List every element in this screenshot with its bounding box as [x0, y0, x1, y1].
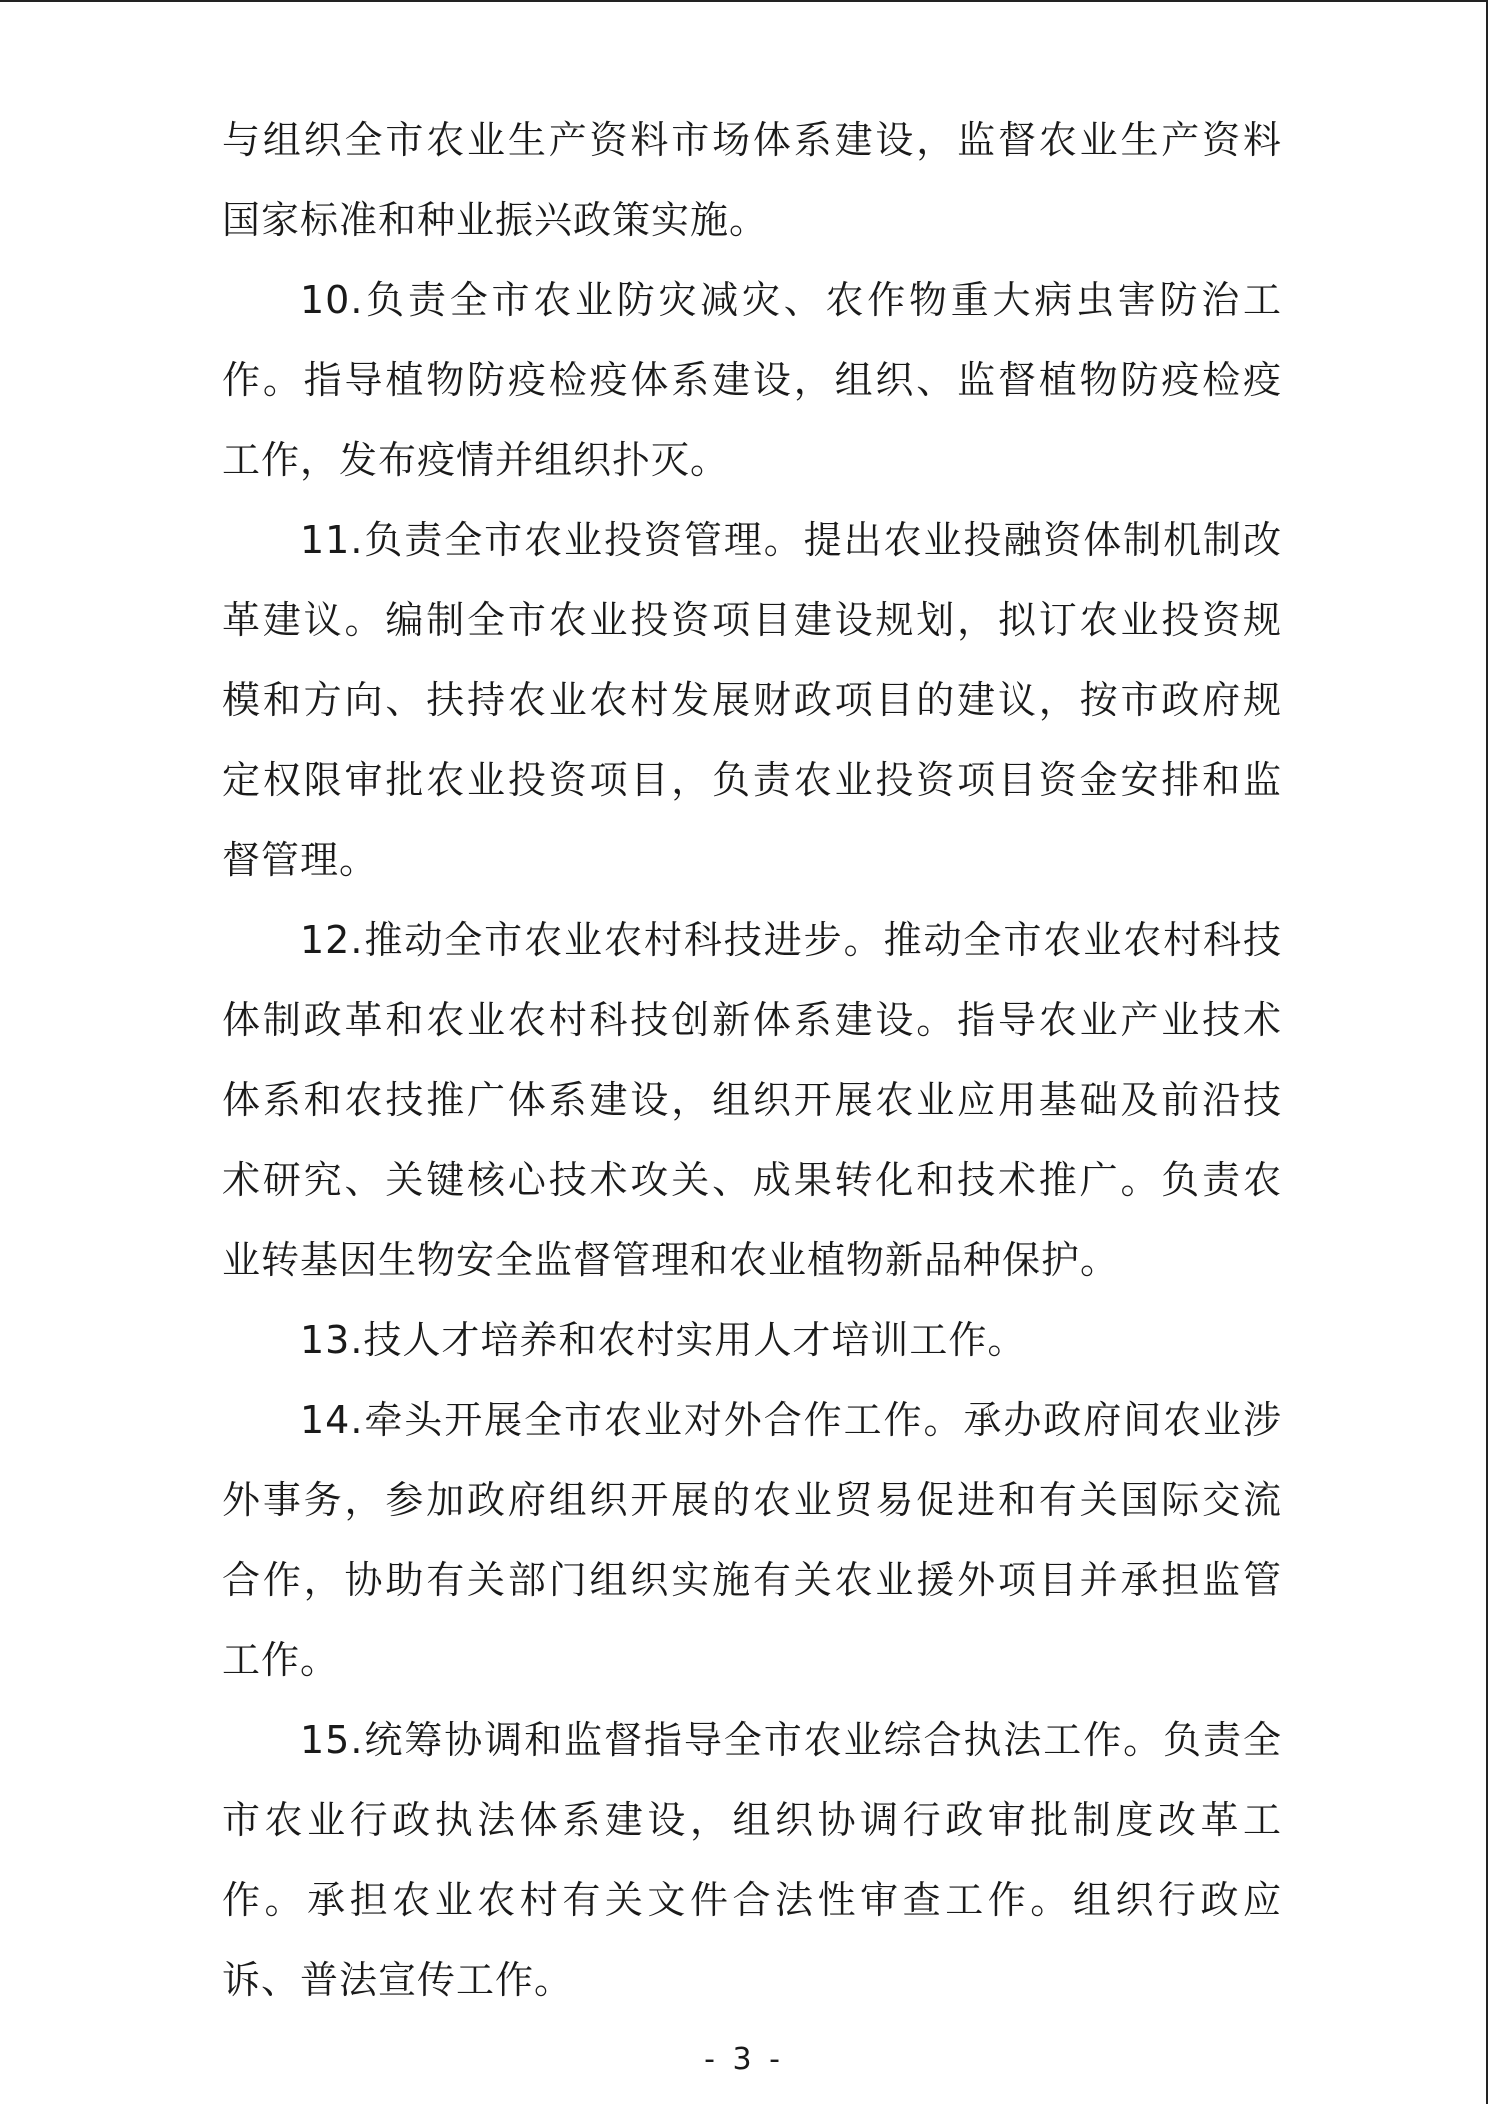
item-10-line: 10.负责全市农业防灾减灾、农作物重大病虫害防治工 [300, 278, 1282, 322]
text-line: 工作，发布疫情并组织扑灭。 [222, 438, 730, 482]
text-line: 国家标准和种业振兴政策实施。 [222, 198, 769, 242]
item-11-line: 11.负责全市农业投资管理。提出农业投融资体制机制改 [300, 518, 1282, 562]
text-line: 模和方向、扶持农业农村发展财政项目的建议，按市政府规 [222, 678, 1282, 722]
text-line: 诉、普法宣传工作。 [222, 1958, 574, 2002]
item-12-line: 12.推动全市农业农村科技进步。推动全市农业农村科技 [300, 918, 1282, 962]
text-line: 作。指导植物防疫检疫体系建设，组织、监督植物防疫检疫 [222, 358, 1282, 402]
page-number: - 3 - [704, 2042, 784, 2077]
text-line: 市农业行政执法体系建设，组织协调行政审批制度改革工 [222, 1798, 1282, 1842]
text-line: 督管理。 [222, 838, 379, 882]
text-line: 业转基因生物安全监督管理和农业植物新品种保护。 [222, 1238, 1120, 1282]
text-line: 革建议。编制全市农业投资项目建设规划，拟订农业投资规 [222, 598, 1282, 642]
text-line: 体系和农技推广体系建设，组织开展农业应用基础及前沿技 [222, 1078, 1282, 1122]
text-line: 合作，协助有关部门组织实施有关农业援外项目并承担监管 [222, 1558, 1282, 1602]
item-15-line: 15.统筹协调和监督指导全市农业综合执法工作。负责全 [300, 1718, 1282, 1762]
text-line: 术研究、关键核心技术攻关、成果转化和技术推广。负责农 [222, 1158, 1282, 1202]
text-line: 体制政革和农业农村科技创新体系建设。指导农业产业技术 [222, 998, 1282, 1042]
text-line: 定权限审批农业投资项目，负责农业投资项目资金安排和监 [222, 758, 1282, 802]
text-line: 外事务，参加政府组织开展的农业贸易促进和有关国际交流 [222, 1478, 1282, 1522]
text-line: 作。承担农业农村有关文件合法性审查工作。组织行政应 [222, 1878, 1282, 1922]
item-14-line: 14.牵头开展全市农业对外合作工作。承办政府间农业涉 [300, 1398, 1282, 1442]
body-text [222, 100, 1282, 2020]
item-13-line: 13.技人才培养和农村实用人才培训工作。 [300, 1318, 1027, 1362]
text-line: 工作。 [222, 1638, 340, 1682]
text-line: 与组织全市农业生产资料市场体系建设，监督农业生产资料 [222, 118, 1282, 162]
